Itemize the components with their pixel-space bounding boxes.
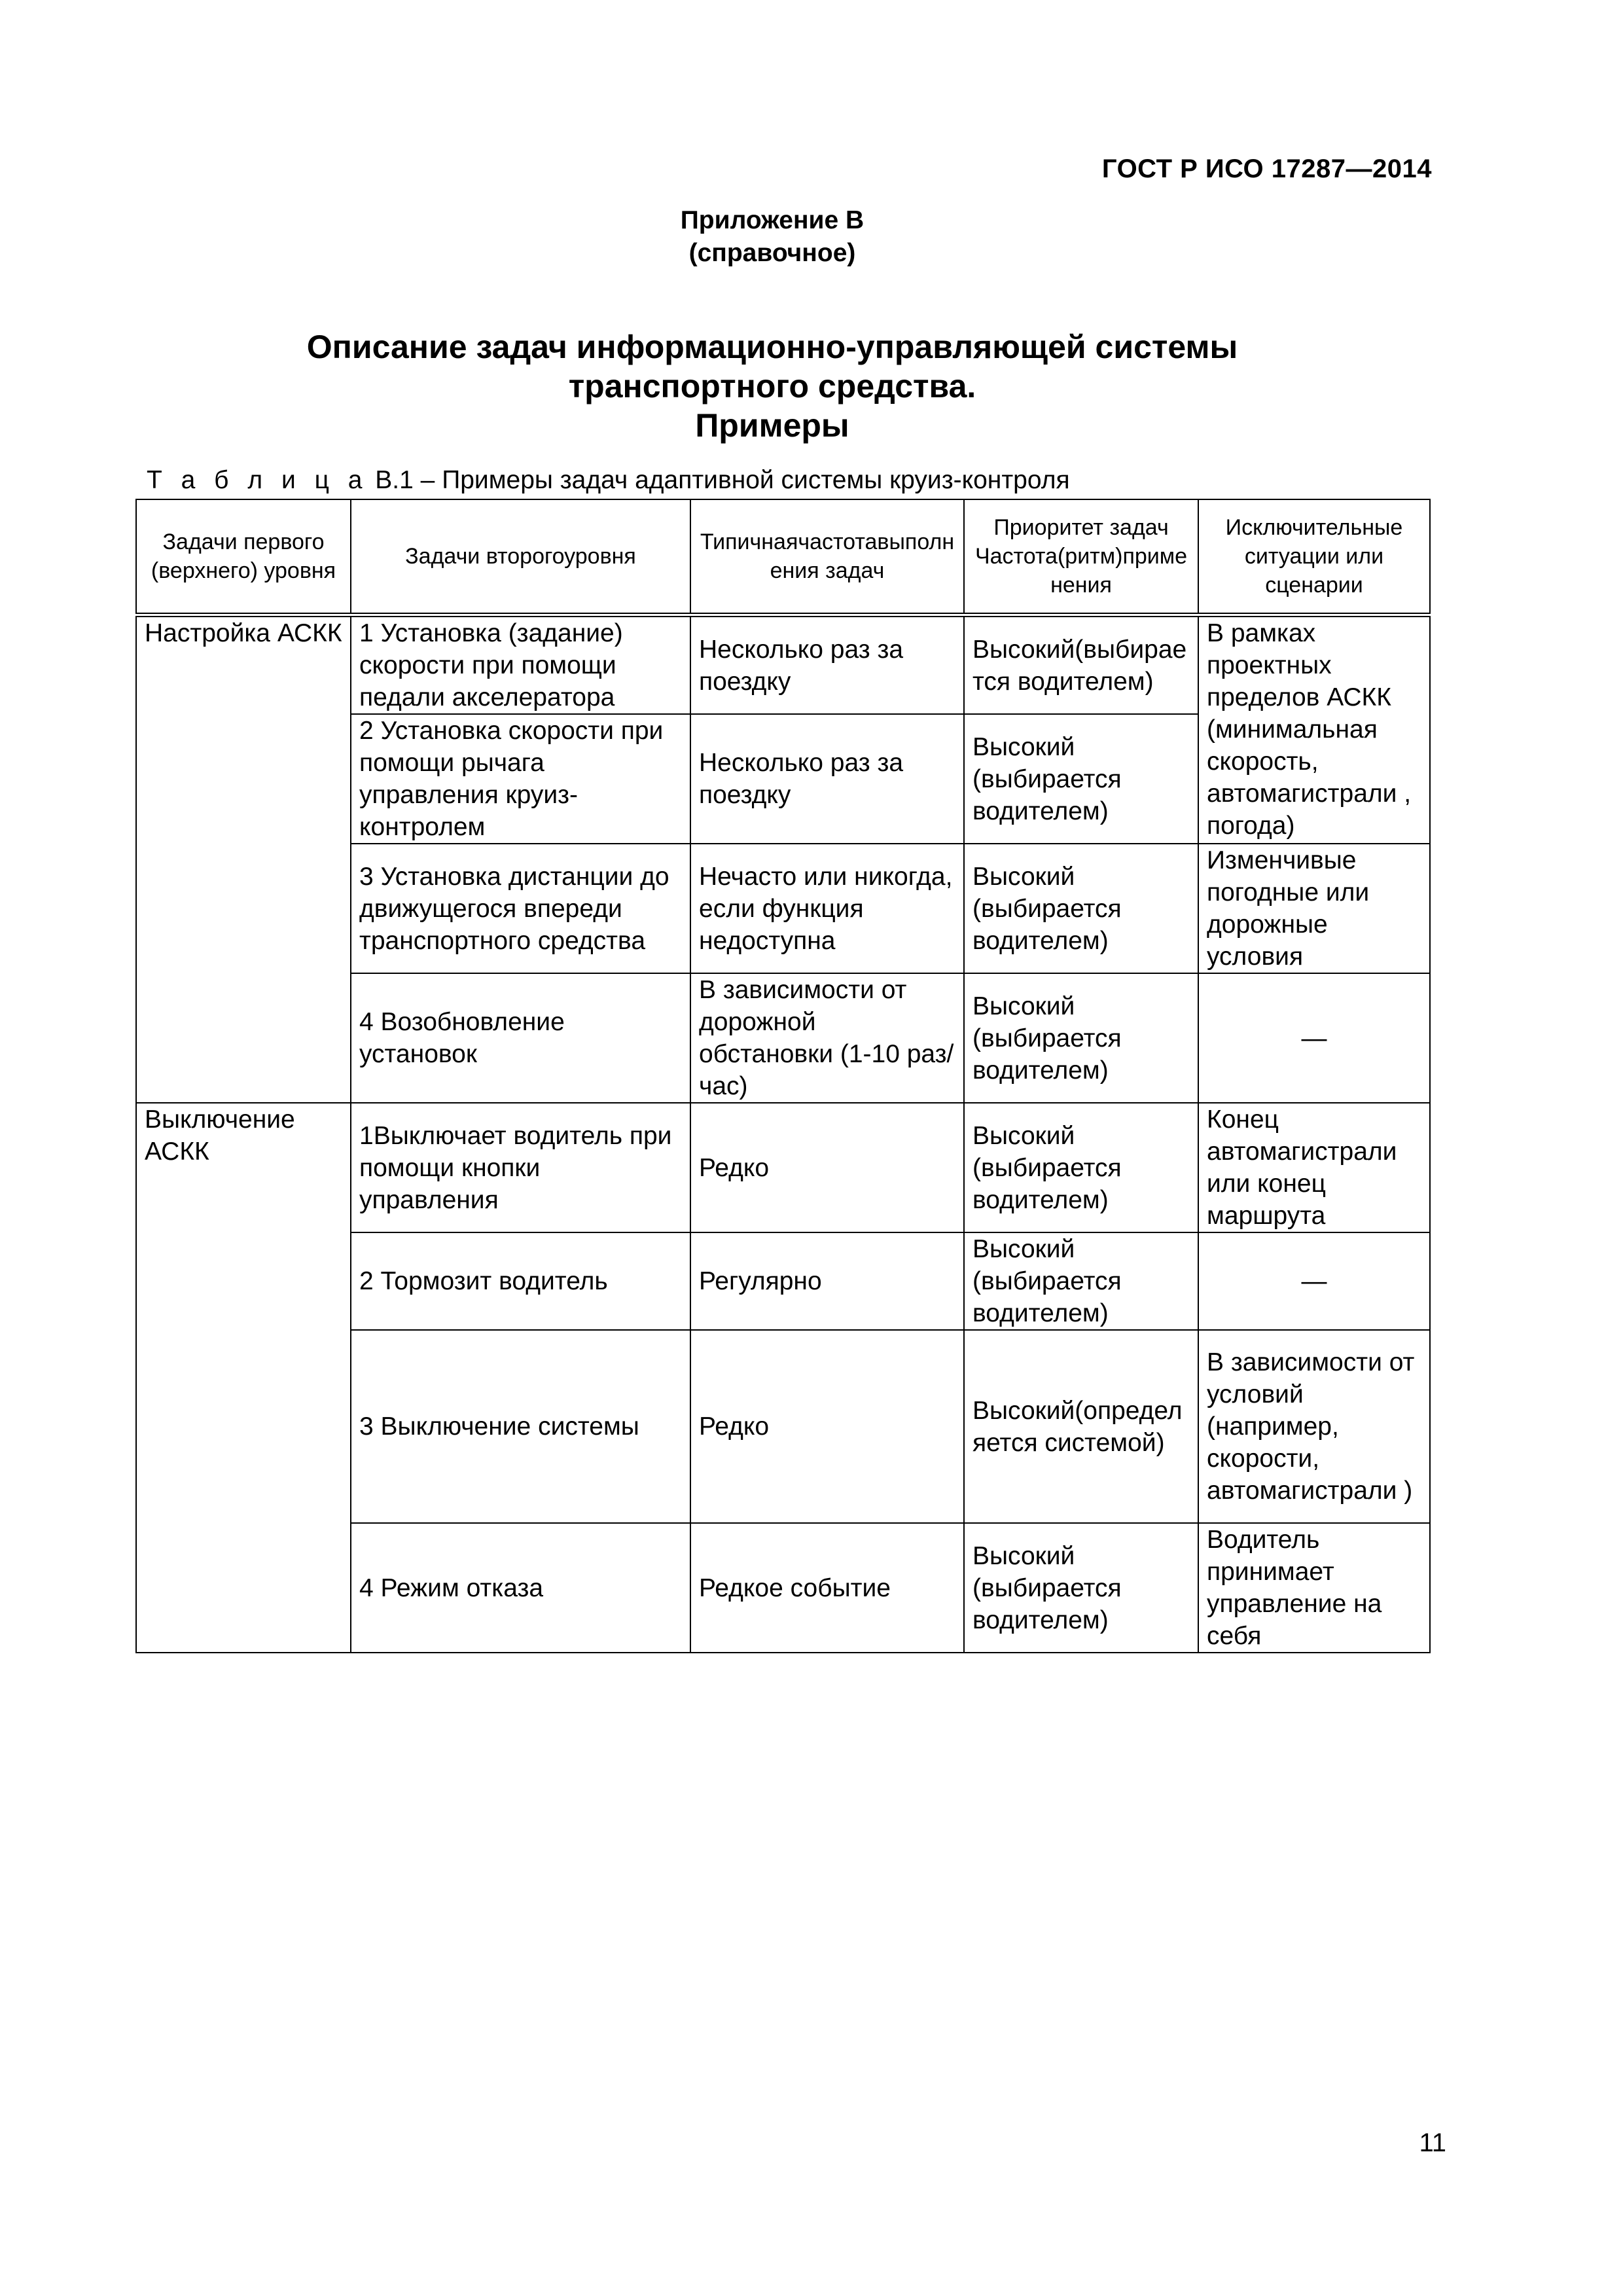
priority-cell: Высокий (выбирается водителем) <box>964 1523 1198 1653</box>
priority-cell: Высокий (выбирается водителем) <box>964 973 1198 1103</box>
priority-cell: Высокий (выбирается водителем) <box>964 1103 1198 1232</box>
task-cell: 4 Возобновление установок <box>351 973 690 1103</box>
document-title <box>0 327 1544 445</box>
frequency-cell: Нечасто или никогда, если функция недоступна <box>690 844 964 973</box>
exception-cell: Изменчивые погодные или дорожные условия <box>1198 844 1430 973</box>
first-level-cell: Выключение АСКК <box>136 1103 351 1653</box>
exception-cell: — <box>1198 973 1430 1103</box>
table-caption-text: – Примеры задач адаптивной системы круиз-контроля <box>413 466 1070 494</box>
annex-heading <box>0 204 1544 270</box>
task-cell: 3 Выключение системы <box>351 1330 690 1523</box>
task-cell: 2 Установка скорости при помощи рычага управления круиз-контролем <box>351 714 690 844</box>
exception-cell: В рамках проектных пределов АСКК (минимальная скорость, автомагистрали , погода) <box>1198 615 1430 844</box>
frequency-cell: Несколько раз за поездку <box>690 714 964 844</box>
frequency-cell: Несколько раз за поездку <box>690 615 964 715</box>
task-cell: 3 Установка дистанции до движущегося впереди транспортного средства <box>351 844 690 973</box>
table-header-row <box>136 499 1430 615</box>
title-line-1: Описание задач информационно-управляющей системы <box>306 329 1238 365</box>
frequency-cell: Редко <box>690 1330 964 1523</box>
exception-cell: — <box>1198 1232 1430 1330</box>
task-cell: 4 Режим отказа <box>351 1523 690 1653</box>
header-priority: Приоритет задач Частота(ритм)применения <box>964 499 1198 615</box>
annex-label: Приложение В <box>680 206 865 234</box>
priority-cell: Высокий(выбирается водителем) <box>964 615 1198 715</box>
header-second-level: Задачи второгоуровня <box>351 499 690 615</box>
table-row <box>136 615 1430 715</box>
table-caption-prefix: Т а б л и ц а <box>147 466 368 494</box>
task-cell: 1 Установка (задание) скорости при помощи педали акселератора <box>351 615 690 715</box>
task-cell: 1Выключает водитель при помощи кнопки управления <box>351 1103 690 1232</box>
page-number: 11 <box>1419 2128 1446 2157</box>
priority-cell: Высокий(определяется системой) <box>964 1330 1198 1523</box>
title-line-3: Примеры <box>695 407 849 444</box>
frequency-cell: Регулярно <box>690 1232 964 1330</box>
header-frequency: Типичнаячастотавыполнения задач <box>690 499 964 615</box>
header-first-level: Задачи первого (верхнего) уровня <box>136 499 351 615</box>
title-line-2: транспортного средства. <box>568 368 976 404</box>
annex-type: (справочное) <box>688 239 856 267</box>
table-caption-number: В.1 <box>375 466 414 494</box>
priority-cell: Высокий (выбирается водителем) <box>964 1232 1198 1330</box>
table-row <box>136 1103 1430 1232</box>
task-cell: 2 Тормозит водитель <box>351 1232 690 1330</box>
frequency-cell: Редкое событие <box>690 1523 964 1653</box>
priority-cell: Высокий (выбирается водителем) <box>964 844 1198 973</box>
exception-cell: Водитель принимает управление на себя <box>1198 1523 1430 1653</box>
priority-cell: Высокий (выбирается водителем) <box>964 714 1198 844</box>
exception-cell: В зависимости от условий (например, скорости, автомагистрали ) <box>1198 1330 1430 1523</box>
first-level-cell: Настройка АСКК <box>136 615 351 1103</box>
frequency-cell: Редко <box>690 1103 964 1232</box>
header-exceptions: Исключительные ситуации или сценарии <box>1198 499 1430 615</box>
table-caption <box>147 466 1070 495</box>
standard-code: ГОСТ Р ИСО 17287—2014 <box>1101 154 1432 183</box>
exception-cell: Конец автомагистрали или конец маршрута <box>1198 1103 1430 1232</box>
tasks-table <box>135 499 1431 1653</box>
frequency-cell: В зависимости от дорожной обстановки (1-10 раз/час) <box>690 973 964 1103</box>
